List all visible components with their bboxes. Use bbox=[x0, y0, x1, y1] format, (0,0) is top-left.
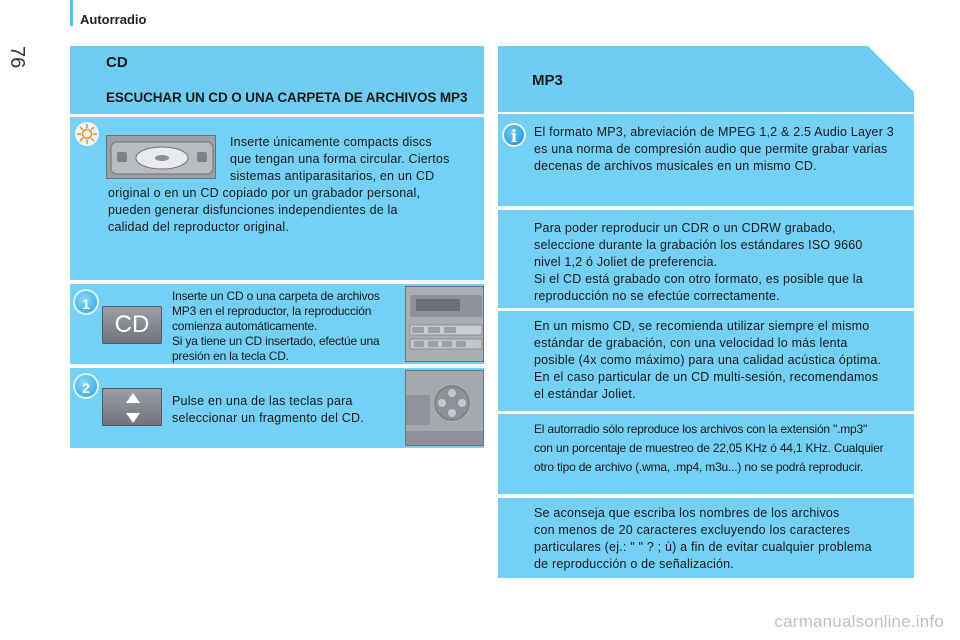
cd-player-image bbox=[106, 135, 216, 179]
page-number: 76 bbox=[6, 46, 28, 69]
step2-line1: Pulse en una de las teclas para bbox=[172, 394, 353, 408]
arrow-down-icon[interactable] bbox=[126, 413, 140, 423]
watermark: carmanualsonline.info bbox=[774, 612, 944, 631]
cd-tip-line3: sistemas antiparasitarios, en un CD bbox=[230, 169, 435, 183]
cd-tip-line5: pueden generar disfunciones independientes de la bbox=[108, 203, 398, 217]
mp3-block2-line1: Para poder reproducir un CDR o un CDRW grabado, bbox=[534, 221, 836, 235]
mp3-block3-line4: En el caso particular de un CD multi-sesión, recomendamos bbox=[534, 370, 879, 384]
mp3-block3-line1: En un mismo CD, se recomienda utilizar siempre el mismo bbox=[534, 319, 870, 333]
arrow-up-icon[interactable] bbox=[126, 393, 140, 403]
mp3-block4-line2: con un porcentaje de muestreo de 22,05 KHz ó 44,1 KHz. Cualquier bbox=[534, 441, 884, 455]
mp3-block3-line3: posible (4x como máximo) para una calidad acústica óptima. bbox=[534, 353, 882, 367]
radio-front-photo bbox=[405, 286, 484, 362]
cd-title: CD bbox=[106, 54, 128, 71]
step2-badge: 2 bbox=[73, 373, 99, 399]
cd-tip-line6: calidad del reproductor original. bbox=[108, 220, 290, 234]
mp3-block4-line3: otro tipo de archivo (.wma, .mp4, m3u...) no se podrá reproducir. bbox=[534, 460, 864, 474]
cd-tip-line2: que tengan una forma circular. Ciertos bbox=[230, 152, 450, 166]
step1-line3: comienza automáticamente. bbox=[172, 319, 318, 333]
mp3-block3-line2: estándar de grabación, con una velocidad lo más lenta bbox=[534, 336, 848, 350]
section-accent-bar bbox=[70, 0, 73, 26]
step2-line2: seleccionar un fragmento del CD. bbox=[172, 411, 364, 425]
cd-subtitle: ESCUCHAR UN CD O UNA CARPETA DE ARCHIVOS MP3 bbox=[106, 90, 468, 105]
step1-line5: presión en la tecla CD. bbox=[172, 349, 289, 363]
info-icon: i bbox=[502, 123, 526, 147]
step1-line2: MP3 en el reproductor, la reproducción bbox=[172, 304, 372, 318]
mp3-block2-line2: seleccione durante la grabación los estándares ISO 9660 bbox=[534, 238, 863, 252]
step1-line4: Si ya tiene un CD insertado, efectúe una bbox=[172, 334, 380, 348]
cd-tip-line4: original o en un CD copiado por un grabador personal, bbox=[108, 186, 421, 200]
radio-controls-photo bbox=[405, 370, 484, 446]
mp3-info-line2: es una norma de compresión audio que permite grabar varias bbox=[534, 142, 888, 156]
cd-tip-line1: Inserte únicamente compacts discs bbox=[230, 135, 432, 149]
mp3-block4-line1: El autorradio sólo reproduce los archivos con la extensión ".mp3" bbox=[534, 422, 868, 436]
cd-button[interactable]: CD bbox=[102, 306, 162, 344]
mp3-block2-line5: reproducción no se efectúe correctamente. bbox=[534, 289, 780, 303]
mp3-info-line1: El formato MP3, abreviación de MPEG 1,2 & 2.5 Audio Layer 3 bbox=[534, 125, 894, 139]
mp3-block3-line5: el estándar Joliet. bbox=[534, 387, 636, 401]
step1-line1: Inserte un CD o una carpeta de archivos bbox=[172, 289, 380, 303]
step1-badge: 1 bbox=[73, 289, 99, 315]
mp3-block2-line3: nivel 1,2 ó Joliet de preferencia. bbox=[534, 255, 718, 269]
mp3-block5-line4: de reproducción o de señalización. bbox=[534, 557, 734, 571]
mp3-block5-line3: particulares (ej.: " " ? ; ù) a fin de evitar cualquier problema bbox=[534, 540, 872, 554]
mp3-block5-line1: Se aconseja que escriba los nombres de los archivos bbox=[534, 506, 840, 520]
track-arrows-button[interactable] bbox=[102, 388, 162, 426]
section-title: Autorradio bbox=[80, 12, 147, 27]
mp3-block2-line4: Si el CD está grabado con otro formato, es posible que la bbox=[534, 272, 863, 286]
mp3-info-line3: decenas de archivos musicales en un mismo CD. bbox=[534, 159, 817, 173]
sun-icon bbox=[74, 121, 100, 147]
mp3-title: MP3 bbox=[532, 72, 563, 89]
mp3-block5-line2: con menos de 20 caracteres excluyendo los caracteres bbox=[534, 523, 851, 537]
